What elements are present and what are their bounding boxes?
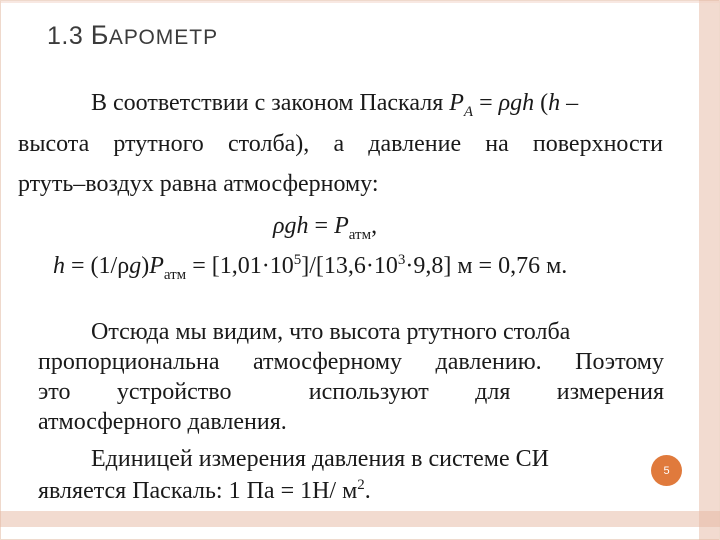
title-first-letter: Б — [90, 20, 109, 50]
paragraph3-line2: является Паскаль: 1 Па = 1Н/ $м^2$. — [38, 477, 371, 504]
paragraph2-line4: атмосферного давления. — [38, 409, 287, 435]
paragraph1-line1: В соответствии с законом Паскаля $P_A = \rho gh$ (h – — [91, 90, 579, 120]
page-number-badge — [651, 455, 682, 486]
page-number: 5 — [663, 464, 670, 477]
paragraph2-line3: это устройство используют для измерения — [38, 379, 664, 405]
title-rest: АРОМЕТР — [108, 26, 219, 49]
formula-2: $h = (1/\rho g)P_{атм} = [1,01\cdot 10^5]/[13,6\cdot 10^3\cdot 9,8] м = 0,76$ м. — [53, 252, 568, 283]
paragraph1-line2: высота ртутного столба), а давление на поверхности — [18, 131, 663, 157]
title-number: 1.3 — [47, 22, 91, 50]
paragraph1-line3: ртуть–воздух равна атмосферному: — [18, 171, 379, 197]
slide-title — [47, 20, 218, 51]
paragraph2-line1: Отсюда мы видим, что высота ртутного столба — [91, 319, 571, 345]
paragraph2-line2: пропорциональна атмосферному давлению. Поэтому — [38, 349, 664, 375]
paragraph3-line1: Единицей измерения давления в системе СИ — [91, 446, 549, 472]
formula-1: $\rho gh = P_{атм}$, — [273, 213, 378, 243]
